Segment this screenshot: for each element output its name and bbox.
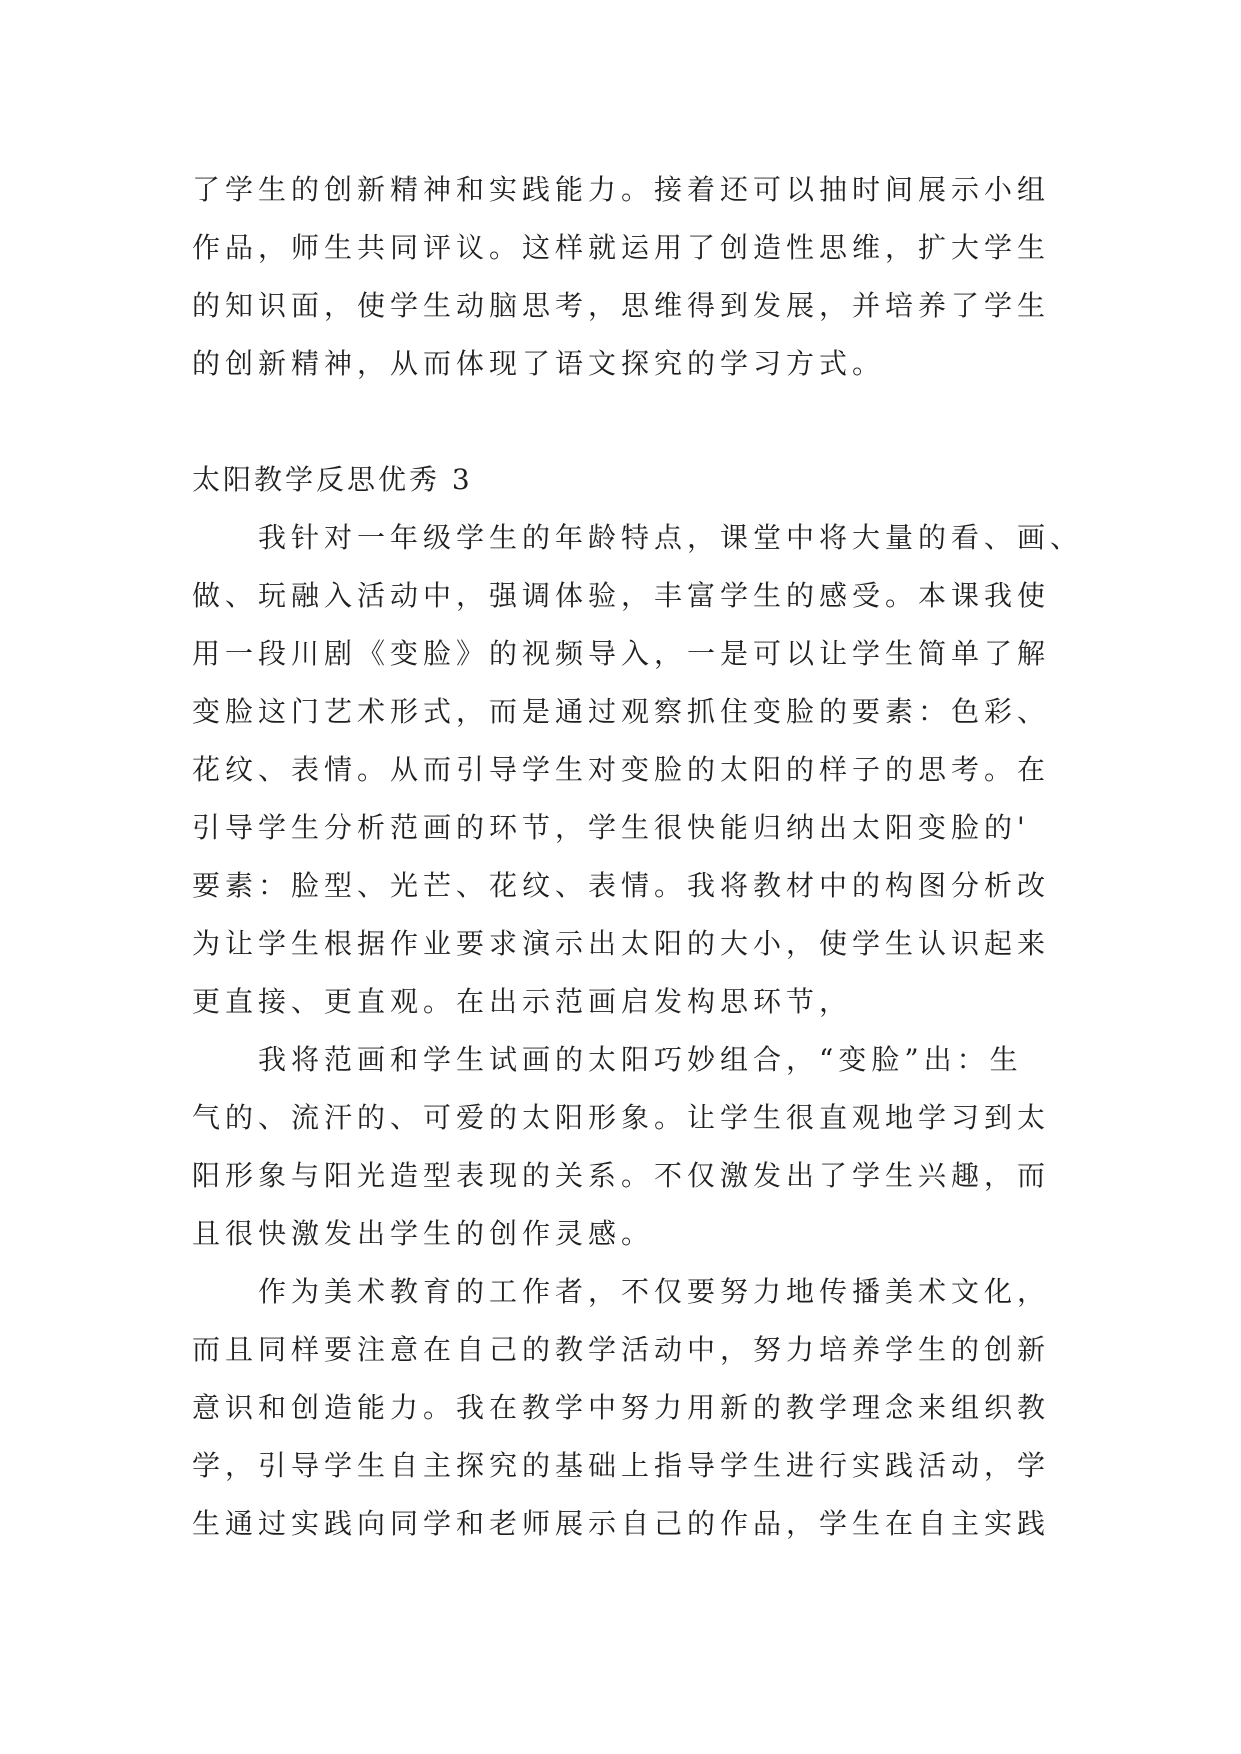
text-line: 生通过实践向同学和老师展示自己的作品，学生在自主实践 [192,1507,1051,1540]
section-title: 太阳教学反思优秀 3 [192,463,473,496]
paragraph [192,1031,1092,1263]
text-line: 变脸这门艺术形式，而是通过观察抓住变脸的要素：色彩、 [192,695,1051,728]
paragraph-continued [192,161,1092,393]
text-line: 了学生的创新精神和实践能力。接着还可以抽时间展示小组 [192,173,1051,206]
text-line: 阳形象与阳光造型表现的关系。不仅激发出了学生兴趣，而 [192,1159,1051,1192]
text-line: 要素：脸型、光芒、花纹、表情。我将教材中的构图分析改 [192,869,1051,902]
text-line: 我针对一年级学生的年龄特点，课堂中将大量的看、画、 [258,521,1084,554]
text-line: 的创新精神，从而体现了语文探究的学习方式。 [192,347,886,380]
text-line: 我将范画和学生试画的太阳巧妙组合，“变脸”出：生 [258,1043,1023,1076]
text-line: 且很快激发出学生的创作灵感。 [192,1217,655,1250]
text-line: 花纹、表情。从而引导学生对变脸的太阳的样子的思考。在 [192,753,1051,786]
paragraph [192,509,1092,1031]
paragraph [192,1263,1092,1553]
text-line: 引导学生分析范画的环节，学生很快能归纳出太阳变脸的' [192,811,1030,844]
document-body [192,161,1092,1553]
text-line: 的知识面，使学生动脑思考，思维得到发展，并培养了学生 [192,289,1051,322]
text-line: 作为美术教育的工作者，不仅要努力地传播美术文化， [258,1275,1051,1308]
text-line: 用一段川剧《变脸》的视频导入，一是可以让学生简单了解 [192,637,1051,670]
text-line: 作品，师生共同评议。这样就运用了创造性思维，扩大学生 [192,231,1051,264]
text-line: 气的、流汗的、可爱的太阳形象。让学生很直观地学习到太 [192,1101,1051,1134]
text-line: 更直接、更直观。在出示范画启发构思环节， [192,985,853,1018]
text-line: 意识和创造能力。我在教学中努力用新的教学理念来组织教 [192,1391,1051,1424]
text-line: 为让学生根据作业要求演示出太阳的大小，使学生认识起来 [192,927,1051,960]
text-line: 学，引导学生自主探究的基础上指导学生进行实践活动，学 [192,1449,1051,1482]
text-line: 而且同样要注意在自己的教学活动中，努力培养学生的创新 [192,1333,1051,1366]
text-line: 做、玩融入活动中，强调体验，丰富学生的感受。本课我使 [192,579,1051,612]
